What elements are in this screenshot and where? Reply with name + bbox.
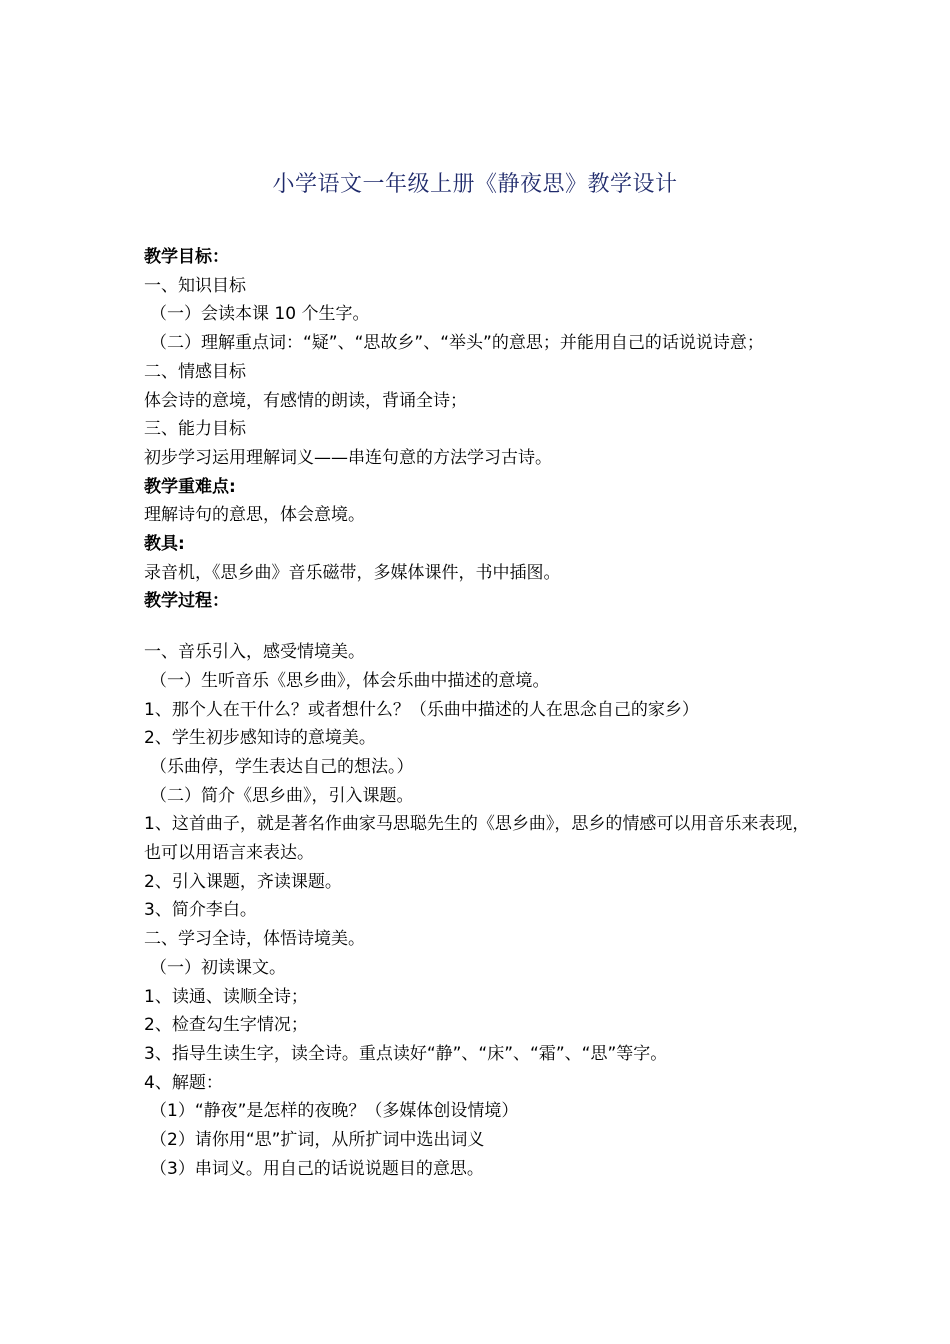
process-step-2-a-4: 4、解题： [144, 1072, 223, 1093]
goal-emotion: 二、情感目标 [144, 361, 246, 382]
section-heading-difficulty: 教学重难点: [144, 476, 236, 497]
process-step-1-b-3: 3、简介李白。 [144, 900, 257, 921]
goal-knowledge: 一、知识目标 [144, 275, 246, 296]
process-step-1-a: （一）生听音乐《思乡曲》，体会乐曲中描述的意境。 [150, 670, 550, 691]
process-step-2-a: （一）初读课文。 [150, 957, 286, 978]
process-step-1-a-3: （乐曲停，学生表达自己的想法。） [150, 756, 414, 777]
process-step-1-a-2: 2、学生初步感知诗的意境美。 [144, 728, 376, 749]
process-step-1-b: （二）简介《思乡曲》，引入课题。 [150, 785, 414, 806]
goal-knowledge-item-1: （一）会读本课 10 个生字。 [150, 304, 370, 325]
section-heading-goals: 教学目标： [144, 247, 229, 267]
process-step-2-a-4-2: （2）请你用“思”扩词，从所扩词中选出词义 [150, 1130, 485, 1151]
section-heading-tools: 教具: [144, 534, 185, 555]
process-step-2-a-4-1: （1）“静夜”是怎样的夜晚？（多媒体创设情境） [150, 1101, 519, 1122]
process-step-2-a-1: 1、读通、读顺全诗； [144, 986, 308, 1007]
process-step-1-b-1: 1、这首曲子，就是著名作曲家马思聪先生的《思乡曲》，思乡的情感可以用音乐来表现，也可以用语言来表达。 [144, 814, 810, 864]
process-step-2: 二、学习全诗，体悟诗境美。 [144, 929, 365, 950]
goal-emotion-text: 体会诗的意境，有感情的朗读，背诵全诗； [144, 390, 467, 411]
process-step-1: 一、音乐引入，感受情境美。 [144, 642, 365, 663]
process-step-2-a-4-3: （3）串词义。用自己的话说说题目的意思。 [150, 1158, 484, 1179]
section-heading-process: 教学过程： [144, 591, 229, 612]
goal-ability: 三、能力目标 [144, 419, 246, 440]
difficulty-text: 理解诗句的意思，体会意境。 [144, 505, 365, 526]
process-step-1-a-1: 1、那个人在干什么？或者想什么？（乐曲中描述的人在思念自己的家乡） [144, 699, 699, 720]
process-step-1-b-2: 2、引入课题，齐读课题。 [144, 871, 342, 892]
goal-ability-text: 初步学习运用理解词义——串连句意的方法学习古诗。 [144, 447, 552, 468]
process-step-2-a-2: 2、检查勾生字情况； [144, 1015, 308, 1036]
tools-text: 录音机，《思乡曲》音乐磁带，多媒体课件，书中插图。 [144, 562, 561, 583]
document-title: 小学语文一年级上册《静夜思》教学设计 [272, 172, 678, 197]
document-body [144, 243, 814, 1184]
goal-knowledge-item-2: （二）理解重点词：“疑”、“思故乡”、“举头”的意思；并能用自己的话说说诗意； [150, 333, 764, 354]
section-spacer [144, 616, 814, 638]
process-step-2-a-3: 3、指导生读生字，读全诗。重点读好“静”、“床”、“霜”、“思”等字。 [144, 1043, 668, 1064]
